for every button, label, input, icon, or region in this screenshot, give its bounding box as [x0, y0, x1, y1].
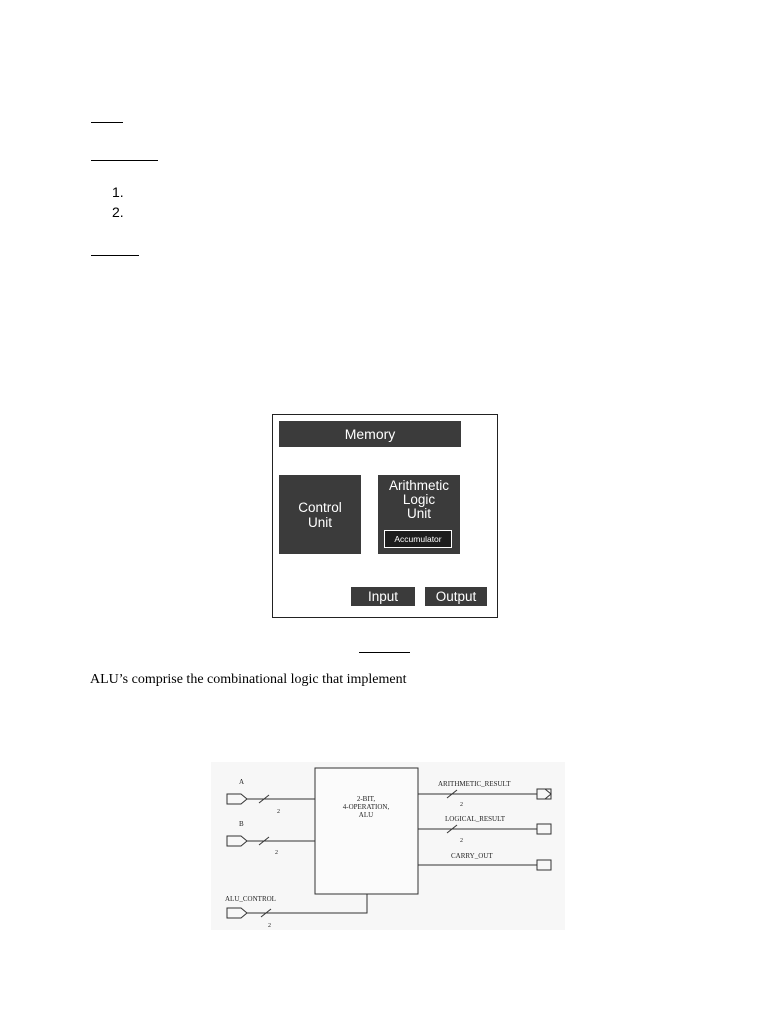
alu-control-connector [227, 908, 247, 918]
input-a-label: A [239, 778, 245, 786]
arith-result-label: ARITHMETIC_RESULT [438, 780, 511, 788]
input-b-connector [227, 836, 247, 846]
alu-control-width: 2 [268, 923, 271, 929]
alu-control-label: ALU_CONTROL [225, 895, 276, 903]
memory-block: Memory [279, 421, 461, 447]
alu-schematic-svg [211, 762, 565, 930]
alu-block: Arithmetic Logic Unit [378, 475, 460, 554]
heading-3-underline [91, 255, 139, 256]
list-item [112, 203, 124, 221]
carry-out-connector [537, 860, 551, 870]
arith-result-width: 2 [460, 802, 463, 808]
input-a-connector [227, 794, 247, 804]
input-b-label: B [239, 820, 244, 828]
alu-block-label-line3: ALU [358, 811, 374, 819]
alu-block-label-line1: 2-BIT, [356, 795, 376, 803]
alu-block-label-line2: 4-OPERATION, [342, 803, 390, 811]
computer-block-diagram [272, 414, 498, 618]
input-b-width: 2 [275, 850, 278, 856]
arith-result-connector [537, 789, 551, 799]
alu-paragraph: ALU’s comprise the combinational logic that implement [90, 672, 407, 687]
carry-out-label: CARRY_OUT [451, 852, 493, 860]
list-item-number: 2. [112, 204, 124, 220]
heading-2-underline [91, 160, 158, 161]
input-a-width: 2 [277, 809, 280, 815]
figure-caption-underline [359, 652, 410, 653]
input-block: Input [351, 587, 415, 606]
list-item-number: 1. [112, 184, 124, 200]
logic-result-connector [537, 824, 551, 834]
logic-result-width: 2 [460, 838, 463, 844]
heading-1-underline [91, 122, 123, 123]
alu-schematic [211, 762, 565, 930]
list-item [112, 183, 124, 201]
accumulator-block: Accumulator [384, 530, 452, 548]
output-block: Output [425, 587, 487, 606]
alu-core-block [315, 768, 418, 894]
control-unit-block: Control Unit [279, 475, 361, 554]
arith-result-connector-left [537, 789, 551, 799]
logic-result-label: LOGICAL_RESULT [445, 815, 506, 823]
